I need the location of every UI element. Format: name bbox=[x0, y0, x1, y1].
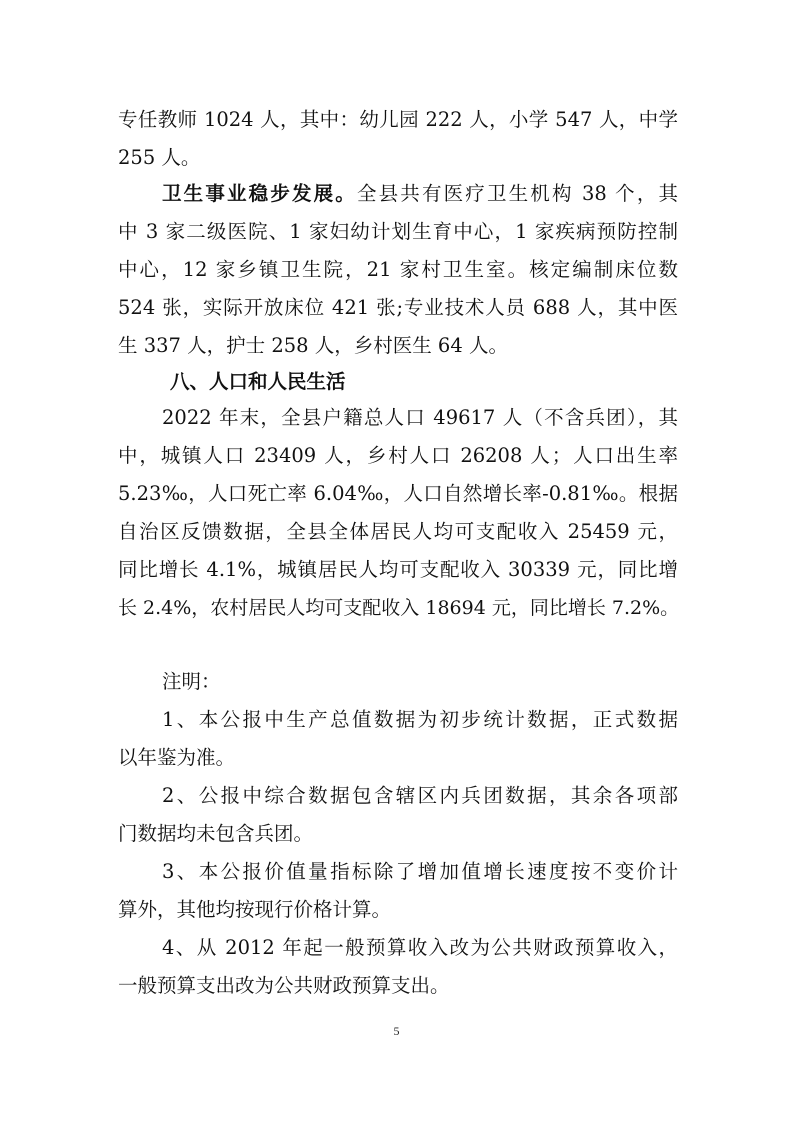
note-4-line-2: 一般预算支出改为公共财政预算支出。 bbox=[118, 974, 450, 997]
population-line-3: 5.23‰，人口死亡率 6.04‰，人口自然增长率-0.81‰。根据 bbox=[118, 482, 678, 505]
notes-title: 注明： bbox=[162, 670, 221, 693]
section-heading: 八、人口和人民生活 bbox=[170, 370, 346, 393]
note-1-line-2: 以年鉴为准。 bbox=[118, 746, 236, 769]
health-line-1-rest: 全县共有医疗卫生机构 38 个，其 bbox=[356, 182, 678, 205]
note-3-line-1: 3、本公报价值量指标除了增加值增长速度按不变价计 bbox=[162, 860, 678, 883]
population-line-5: 同比增长 4.1%，城镇居民人均可支配收入 30339 元，同比增 bbox=[118, 558, 678, 581]
note-1-line-1: 1、本公报中生产总值数据为初步统计数据，正式数据 bbox=[162, 708, 678, 731]
health-line-1 bbox=[162, 182, 678, 206]
note-4-line-1: 4、从 2012 年起一般预算收入改为公共财政预算收入， bbox=[162, 936, 678, 959]
population-line-4: 自治区反馈数据，全县全体居民人均可支配收入 25459 元， bbox=[118, 520, 678, 543]
health-lead: 卫生事业稳步发展。 bbox=[162, 182, 357, 205]
note-2-line-2: 门数据均未包含兵团。 bbox=[118, 822, 314, 845]
health-line-5: 生 337 人，护士 258 人，乡村医生 64 人。 bbox=[118, 334, 508, 357]
note-2-line-1: 2、公报中综合数据包含辖区内兵团数据，其余各项部 bbox=[162, 784, 678, 807]
population-line-1: 2022 年末，全县户籍总人口 49617 人（不含兵团），其 bbox=[162, 406, 678, 429]
page-number: 5 bbox=[393, 1024, 400, 1038]
health-line-2: 中 3 家二级医院、1 家妇幼计划生育中心，1 家疾病预防控制 bbox=[118, 220, 678, 243]
population-line-6: 长 2.4%，农村居民人均可支配收入 18694 元，同比增长 7.2%。 bbox=[118, 597, 680, 619]
education-line-1: 专任教师 1024 人，其中：幼儿园 222 人，小学 547 人，中学 bbox=[118, 108, 678, 131]
health-line-4: 524 张，实际开放床位 421 张;专业技术人员 688 人，其中医 bbox=[118, 296, 678, 319]
population-line-2: 中，城镇人口 23409 人，乡村人口 26208 人；人口出生率 bbox=[118, 444, 678, 467]
health-line-3: 中心，12 家乡镇卫生院，21 家村卫生室。核定编制床位数 bbox=[118, 258, 678, 281]
education-line-2: 255 人。 bbox=[118, 146, 201, 169]
note-3-line-2: 算外，其他均按现行价格计算。 bbox=[118, 898, 392, 921]
